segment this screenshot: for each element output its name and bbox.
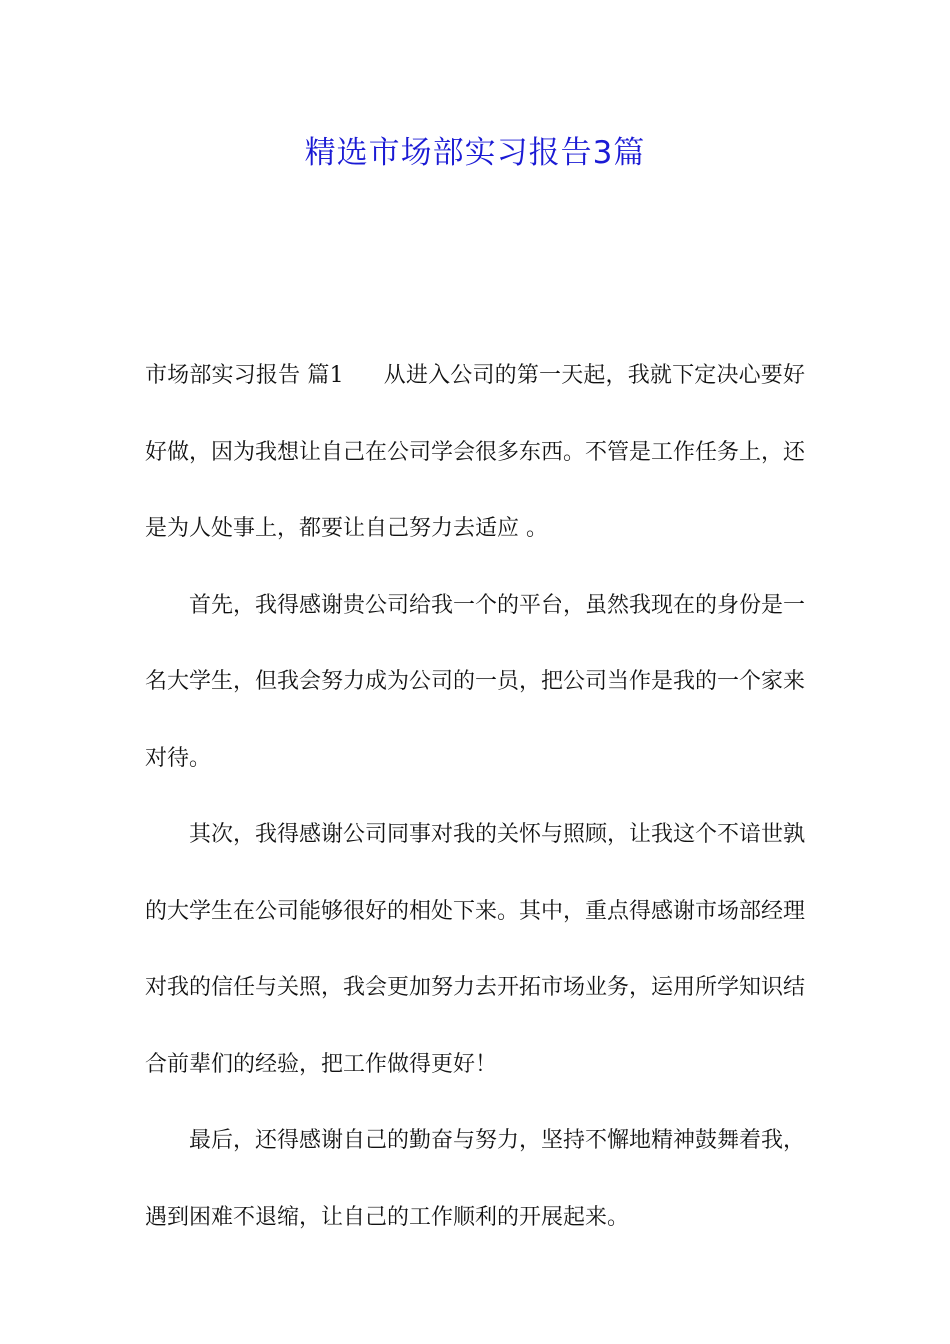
- paragraph-4: 最后，还得感谢自己的勤奋与努力，坚持不懈地精神鼓舞着我，遇到困难不退缩，让自己的工作顺利的开展起来。: [145, 1128, 806, 1230]
- paragraph-3: 其次，我得感谢公司同事对我的关怀与照顾，让我这个不谙世孰的大学生在公司能够很好的相处下来。其中，重点得感谢市场部经理对我的信任与关照，我会更加努力去开拓市场业务，运用所学知识结合前辈们的经验，把工作做得更好！: [145, 822, 806, 1077]
- paragraph-1: [145, 338, 805, 568]
- paragraph-2: 首先，我得感谢贵公司给我一个的平台，虽然我现在的身份是一名大学生，但我会努力成为公司的一员，把公司当作是我的一个家来对待。: [145, 592, 806, 771]
- document-title: 精选市场部实习报告3篇: [304, 135, 646, 171]
- section-label: 市场部实习报告 篇1: [145, 363, 344, 388]
- document-body: [145, 338, 805, 1256]
- paragraph-1-text: 从进入公司的第一天起，我就下定决心要好好做，因为我想让自己在公司学会很多东西。不管是工作任务上，还是为人处事上，都要让自己努力去适应 。: [145, 363, 806, 541]
